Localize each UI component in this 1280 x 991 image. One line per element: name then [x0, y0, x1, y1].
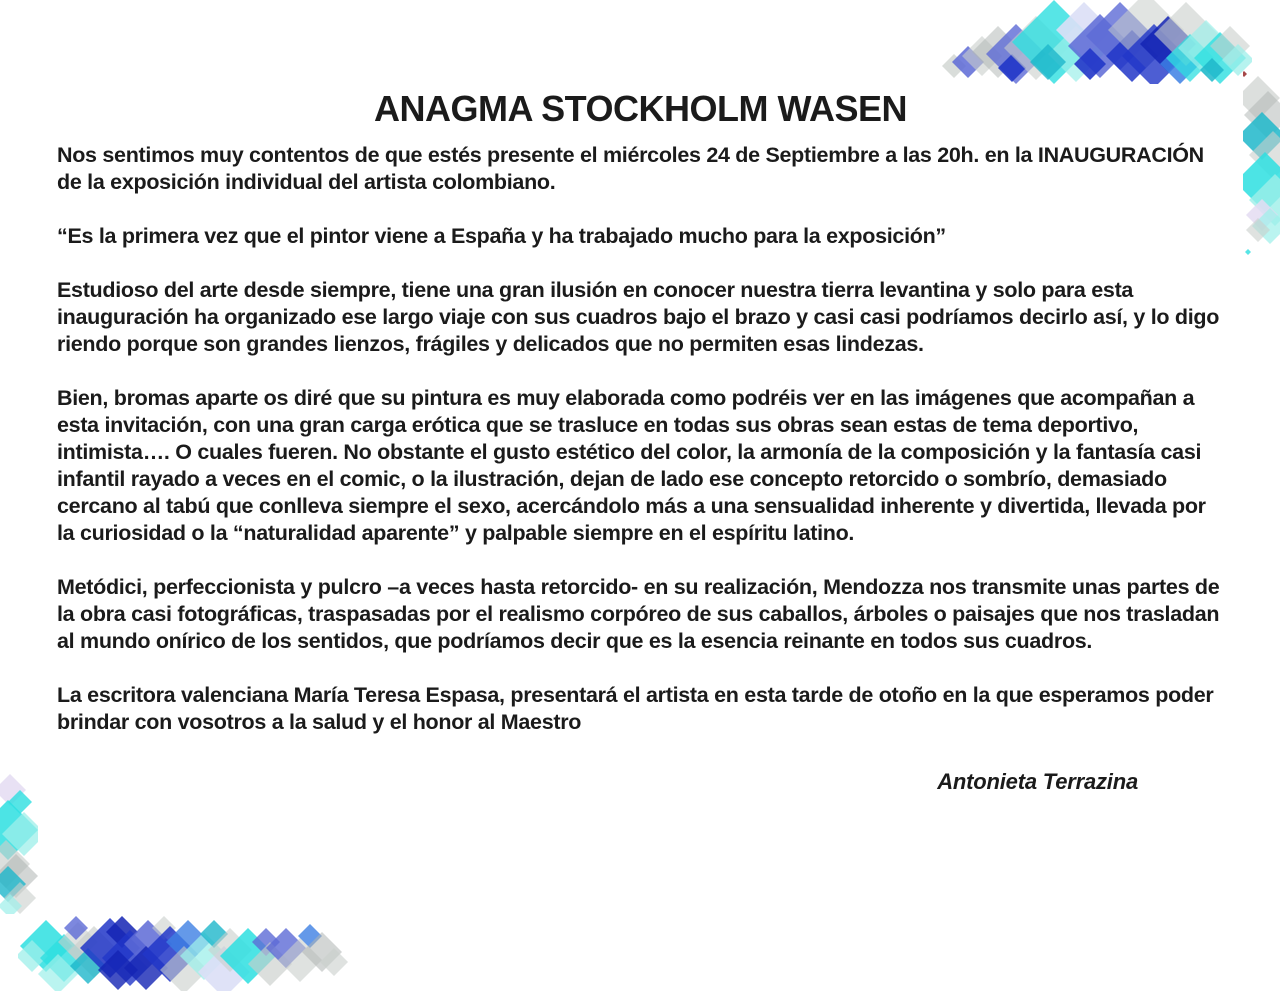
- paragraph-artwork-description: Bien, bromas aparte os diré que su pintura es muy elaborada como podréis ver en las imágenes que acompañan a esta invitación, con una gran carga erótica que se trasluce en todas sus obras sean estas de tema deportivo, intimista…. O cuales fueren. No obstante el gusto estético del color, la armonía de la composición y la fantasía casi infantil rayado a veces en el comic, o la ilustración, dejan de lado ese concepto retorcido o sombrío, demasiado cercano al tabú que conlleva siempre el sexo, acercándolo más a una sensualidad inherente y divertida, llevada por la curiosidad o la “naturalidad aparente” y palpable siempre en el espíritu latino.: [57, 386, 1206, 545]
- mosaic-decoration-left-edge: [0, 772, 38, 914]
- paragraph-intro: Nos sentimos muy contentos de que estés presente el miércoles 24 de Septiembre a las 20h. en la INAUGURACIÓN de la exposición individual del artista colombiano.: [57, 143, 1204, 194]
- paragraph-quote: “Es la primera vez que el pintor viene a España y ha trabajado mucho para la exposición”: [57, 224, 946, 248]
- paragraph-presentation: La escritora valenciana María Teresa Espasa, presentará el artista en esta tarde de otoño en la que esperamos poder brindar con vosotros a la salud y el honor al Maestro: [57, 683, 1214, 734]
- paragraph-style-realism: Metódici, perfeccionista y pulcro –a veces hasta retorcido- en su realización, Mendozza nos transmite unas partes de la obra casi fotográficas, traspasadas por el realismo corpóreo de sus caballos, árboles o paisajes que nos trasladan al mundo onírico de los sentidos, que podríamos decir que es la esencia reinante en todos sus cuadros.: [57, 575, 1220, 653]
- paragraph-artist-journey: Estudioso del arte desde siempre, tiene una gran ilusión en conocer nuestra tierra levantina y solo para esta inauguración ha organizado ese largo viaje con sus cuadros bajo el brazo y casi casi podríamos decirlo así, y lo digo riendo porque son grandes lienzos, frágiles y delicados que no permiten esas lindezas.: [57, 278, 1220, 356]
- mosaic-decoration-bottom-left: [18, 912, 354, 991]
- mosaic-decoration-right-edge: [1243, 70, 1280, 260]
- signature: Antonieta Terrazina: [937, 769, 1138, 794]
- page-title: ANAGMA STOCKHOLM WASEN: [374, 88, 907, 129]
- mosaic-decoration-top-right: [928, 0, 1252, 84]
- invitation-content: [57, 88, 1224, 795]
